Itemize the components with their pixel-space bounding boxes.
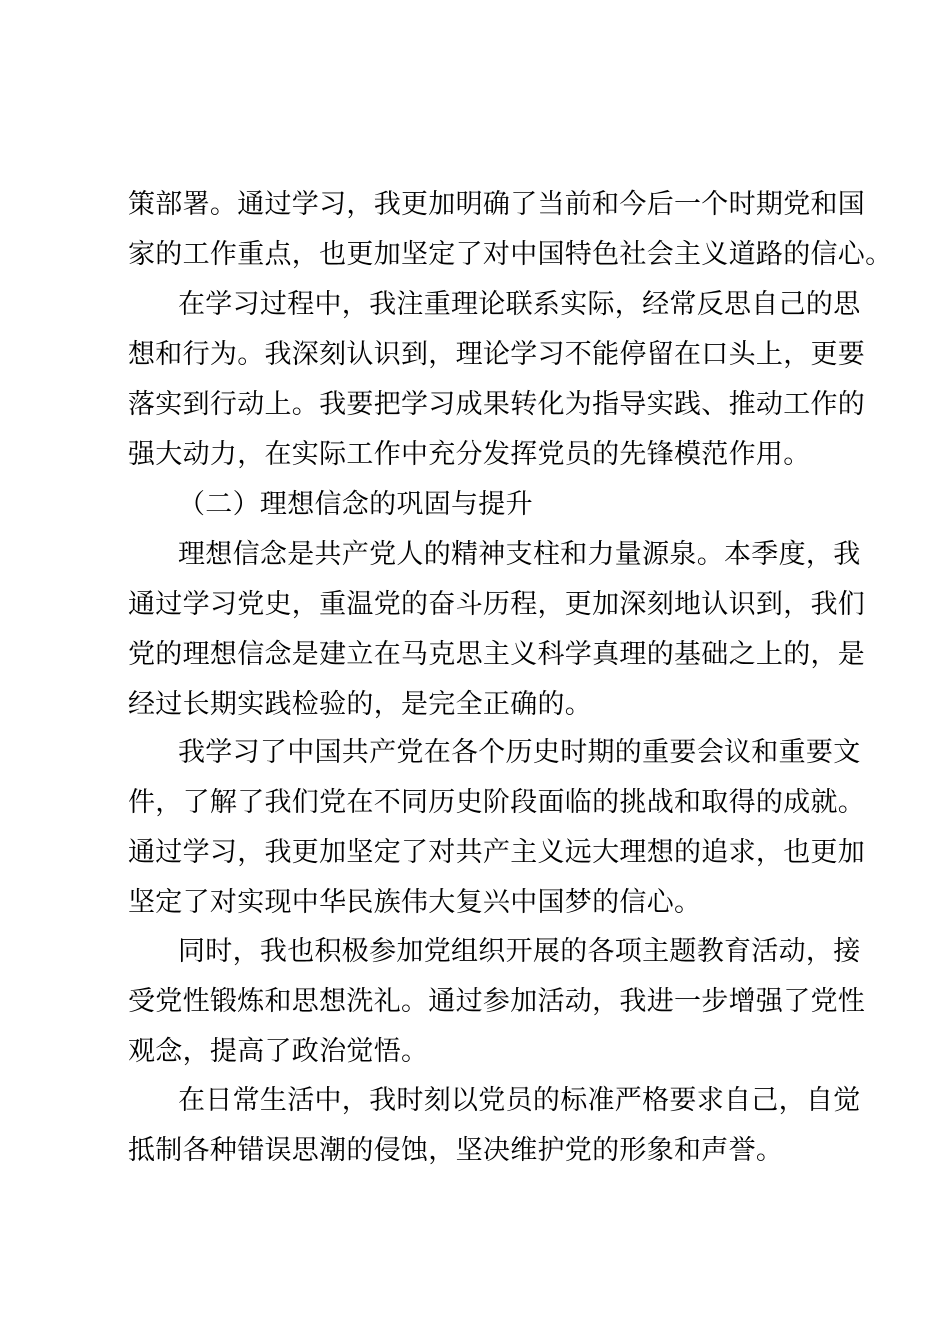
text-line: 通过学习，我更加坚定了对共产主义远大理想的追求，也更加 [128, 837, 866, 868]
paragraph-first-line: 我学习了中国共产党在各个历史时期的重要会议和重要文 [178, 737, 861, 768]
text-line: 策部署。通过学习，我更加明确了当前和今后一个时期党和国 [128, 189, 866, 220]
section-heading: （二）理想信念的巩固与提升 [178, 489, 533, 520]
text-line: 受党性锻炼和思想洗礼。通过参加活动，我进一步增强了党性 [128, 986, 866, 1017]
text-line: 观念，提高了政治觉悟。 [128, 1036, 429, 1067]
text-line: 通过学习党史，重温党的奋斗历程，更加深刻地认识到，我们 [128, 589, 866, 620]
text-line: 家的工作重点，也更加坚定了对中国特色社会主义道路的信心。 [128, 239, 893, 270]
paragraph-first-line: 同时，我也积极参加党组织开展的各项主题教育活动，接 [178, 936, 861, 967]
text-line: 想和行为。我深刻认识到，理论学习不能停留在口头上，更要 [128, 339, 866, 370]
text-line: 件，了解了我们党在不同历史阶段面临的挑战和取得的成就。 [128, 787, 866, 818]
paragraph-first-line: 理想信念是共产党人的精神支柱和力量源泉。本季度，我 [178, 539, 861, 570]
text-line: 党的理想信念是建立在马克思主义科学真理的基础之上的，是 [128, 639, 866, 670]
paragraph-first-line: 在学习过程中，我注重理论联系实际，经常反思自己的思 [178, 289, 861, 320]
text-line: 落实到行动上。我要把学习成果转化为指导实践、推动工作的 [128, 389, 866, 420]
text-line: 经过长期实践检验的，是完全正确的。 [128, 689, 593, 720]
text-line: 强大动力，在实际工作中充分发挥党员的先锋模范作用。 [128, 439, 811, 470]
text-line: 抵制各种错误思潮的侵蚀，坚决维护党的形象和声誉。 [128, 1135, 784, 1166]
text-line: 坚定了对实现中华民族伟大复兴中国梦的信心。 [128, 887, 702, 918]
paragraph-first-line: 在日常生活中，我时刻以党员的标准严格要求自己，自觉 [178, 1085, 861, 1116]
